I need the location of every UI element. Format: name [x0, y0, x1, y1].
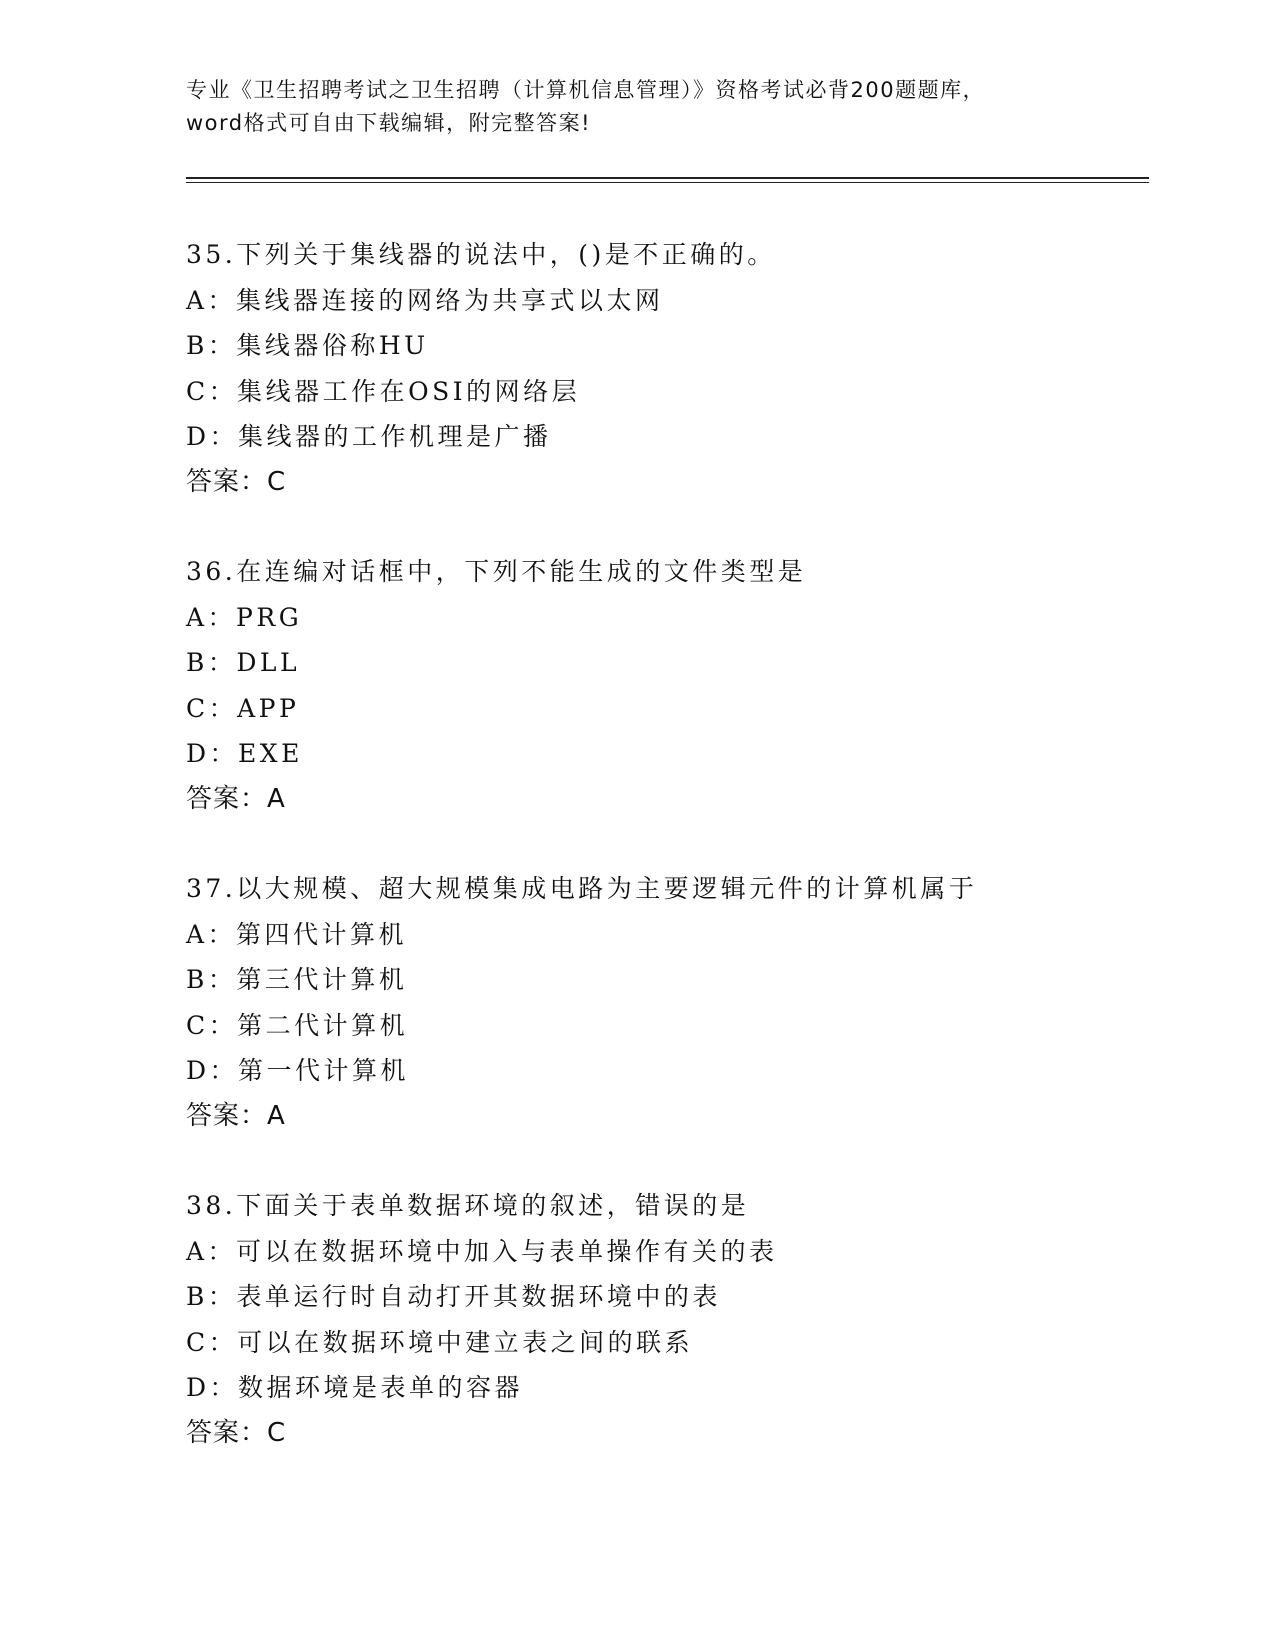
option-a: A：PRG [186, 602, 303, 632]
question-36 [186, 549, 1146, 822]
option-d: D：集线器的工作机理是广播 [186, 422, 552, 451]
option-d: D：EXE [186, 739, 303, 768]
option-b: B：第三代计算机 [186, 965, 408, 994]
answer-line: 答案：C [186, 466, 287, 497]
option-b: B：表单运行时自动打开其数据环境中的表 [186, 1282, 721, 1311]
header-title-line-1: 专业《卫生招聘考试之卫生招聘（计算机信息管理）》资格考试必背200题题库， [186, 78, 986, 102]
option-b: B：集线器俗称HU [186, 331, 429, 360]
option-b: B：DLL [186, 648, 301, 677]
option-a: A：可以在数据环境中加入与表单操作有关的表 [186, 1236, 778, 1266]
question-stem: 37.以大规模、超大规模集成电路为主要逻辑元件的计算机属于 [186, 874, 978, 903]
document-header [186, 74, 1086, 140]
option-a: A：集线器连接的网络为共享式以太网 [186, 285, 664, 315]
option-c: C：可以在数据环境中建立表之间的联系 [186, 1327, 694, 1357]
answer-line: 答案：A [186, 1100, 286, 1131]
option-d: D：数据环境是表单的容器 [186, 1373, 524, 1402]
question-stem: 38.下面关于表单数据环境的叙述，错误的是 [186, 1191, 750, 1220]
header-divider-thick [186, 177, 1149, 179]
question-stem: 36.在连编对话框中，下列不能生成的文件类型是 [186, 557, 807, 586]
question-37 [186, 866, 1146, 1139]
option-d: D：第一代计算机 [186, 1056, 410, 1085]
answer-line: 答案：C [186, 1417, 287, 1448]
option-c: C：APP [186, 693, 300, 723]
header-divider-thin [186, 182, 1149, 183]
question-35 [186, 232, 1146, 505]
option-c: C：集线器工作在OSI的网络层 [186, 376, 581, 406]
question-stem: 35.下列关于集线器的说法中，()是不正确的。 [186, 240, 776, 269]
question-list [186, 232, 1146, 1456]
option-c: C：第二代计算机 [186, 1010, 409, 1040]
answer-line: 答案：A [186, 783, 286, 814]
question-38 [186, 1183, 1146, 1456]
header-title-line-2: word格式可自由下载编辑，附完整答案! [186, 111, 592, 135]
option-a: A：第四代计算机 [186, 919, 408, 949]
